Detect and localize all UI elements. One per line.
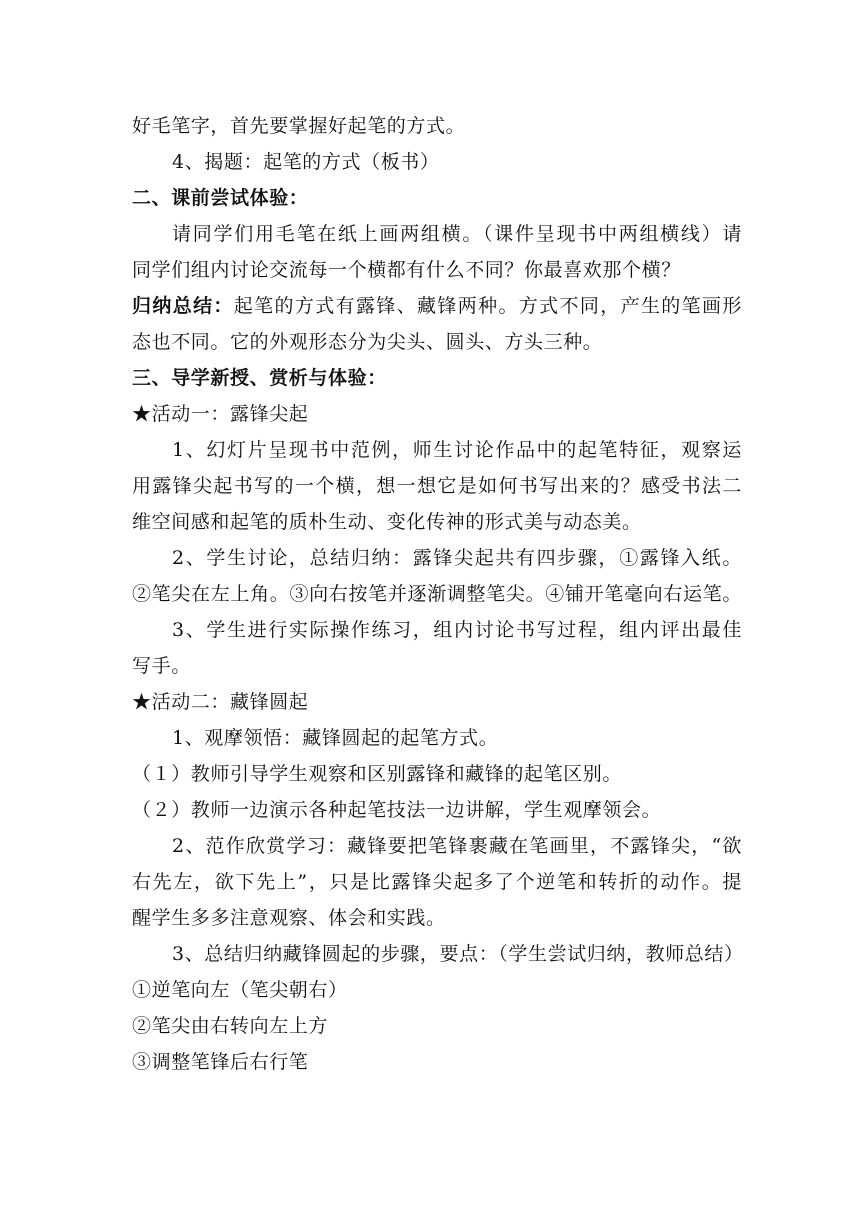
text-line: （１）教师引导学生观察和区别露锋和藏锋的起笔区别。 <box>132 763 623 785</box>
summary-line <box>132 288 742 324</box>
text-line: 1、幻灯片呈现书中范例，师生讨论作品中的起笔特征，观察运 <box>172 439 742 461</box>
text-line: 3、学生进行实际操作练习，组内讨论书写过程，组内评出最佳 <box>172 619 742 641</box>
activity-heading: ★活动一：露锋尖起 <box>132 403 309 425</box>
text-line: 4、揭题：起笔的方式（板书） <box>172 151 440 173</box>
text-line: ③调整笔锋后右行笔 <box>132 1051 309 1073</box>
text-line: 2、学生讨论，总结归纳：露锋尖起共有四步骤，①露锋入纸。 <box>172 547 742 569</box>
text-line: ①逆笔向左（笔尖朝右） <box>132 979 348 1001</box>
text-line: 好毛笔字，首先要掌握好起笔的方式。 <box>132 115 466 137</box>
text-line: 请同学们用毛笔在纸上画两组横。（课件呈现书中两组横线）请 <box>172 223 742 245</box>
text-line: ②笔尖由右转向左上方 <box>132 1015 329 1037</box>
text-line: 维空间感和起笔的质朴生动、变化传神的形式美与动态美。 <box>132 511 642 533</box>
text-line: 态也不同。它的外观形态分为尖头、圆头、方头三种。 <box>132 331 603 353</box>
section-heading: 三、导学新授、赏析与体验： <box>132 367 387 389</box>
summary-text: 起笔的方式有露锋、藏锋两种。方式不同，产生的笔画形 <box>233 295 742 317</box>
text-line: 醒学生多多注意观察、体会和实践。 <box>132 907 446 929</box>
summary-label: 归纳总结： <box>132 295 234 317</box>
text-line: （２）教师一边演示各种起笔技法一边讲解，学生观摩领会。 <box>132 799 662 821</box>
text-line: 用露锋尖起书写的一个横，想一想它是如何书写出来的？感受书法二 <box>132 475 742 497</box>
activity-heading: ★活动二：藏锋圆起 <box>132 691 309 713</box>
text-line: 2、范作欣赏学习：藏锋要把笔锋裹藏在笔画里，不露锋尖，“欲 <box>172 835 742 857</box>
text-line: 写手。 <box>132 655 191 677</box>
text-line: 1、观摩领悟：藏锋圆起的起笔方式。 <box>172 727 499 749</box>
section-heading: 二、课前尝试体验： <box>132 187 309 209</box>
text-line: 3、总结归纳藏锋圆起的步骤，要点：（学生尝试归纳，教师总结） <box>172 943 744 965</box>
text-line: 同学们组内讨论交流每一个横都有什么不同？你最喜欢那个横？ <box>132 259 681 281</box>
text-line: 右先左，欲下先上”，只是比露锋尖起多了个逆笔和转折的动作。提 <box>132 871 742 893</box>
text-line: ②笔尖在左上角。③向右按笔并逐渐调整笔尖。④铺开笔毫向右运笔。 <box>132 583 742 605</box>
